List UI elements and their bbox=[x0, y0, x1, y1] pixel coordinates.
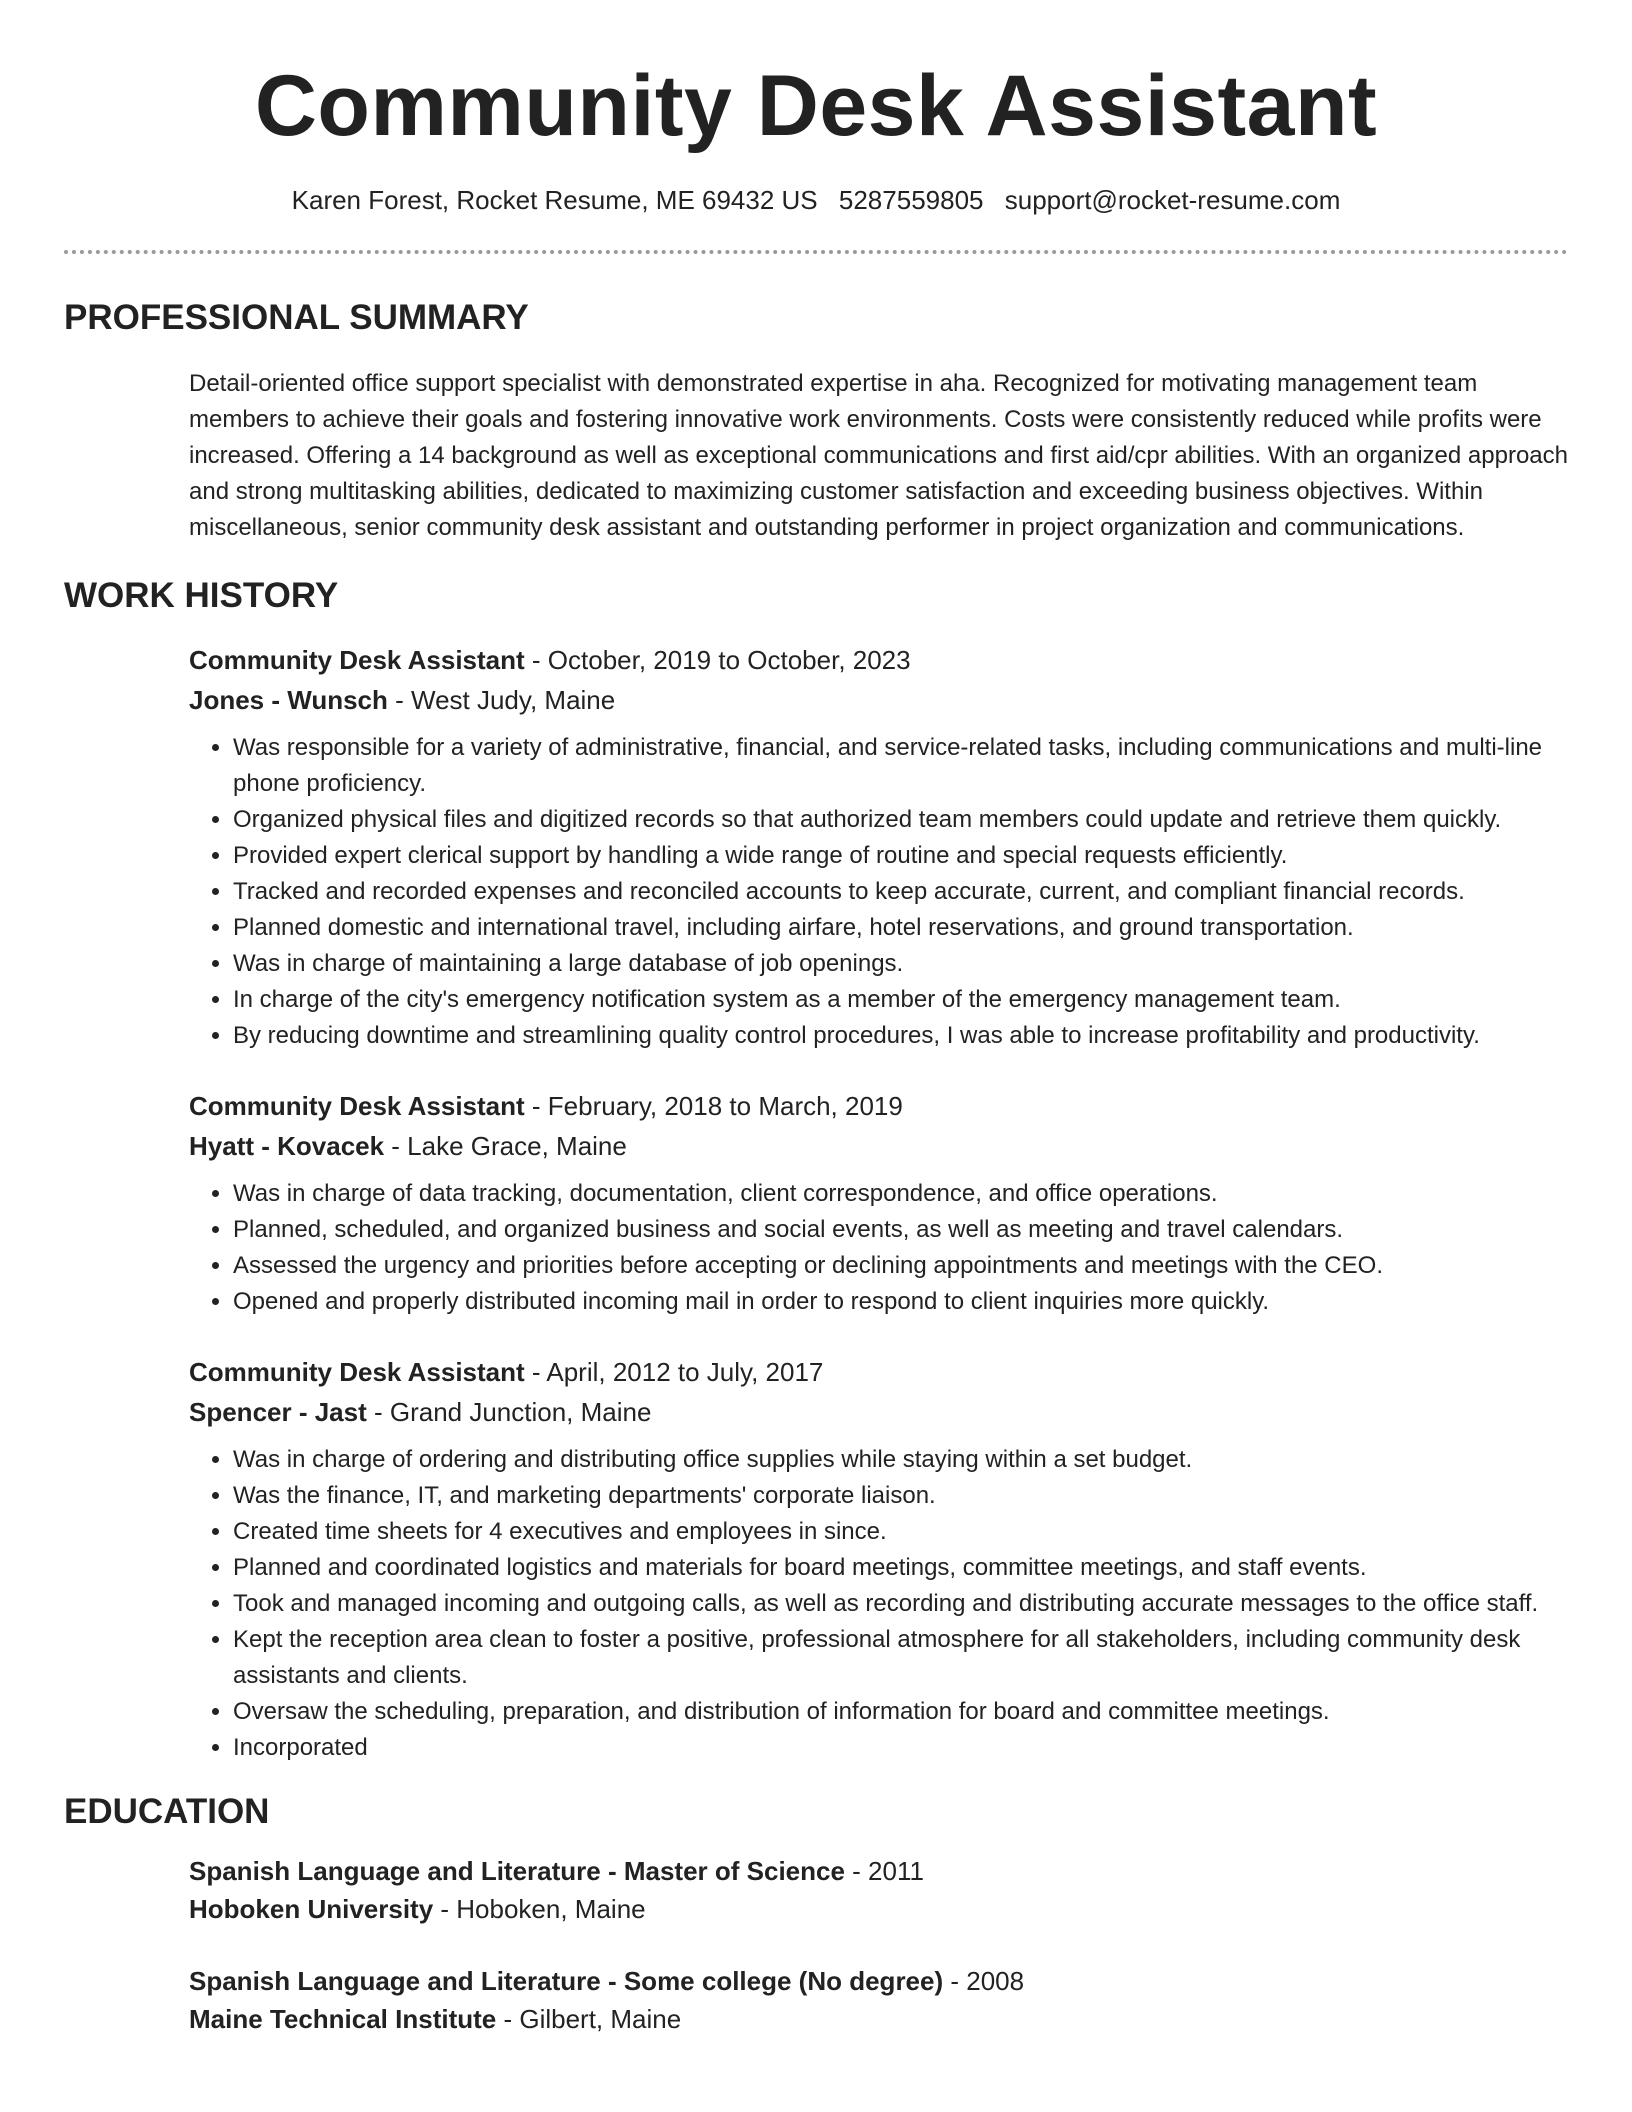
job-bullets bbox=[189, 1442, 1568, 1766]
job-role: Community Desk Assistant bbox=[189, 645, 525, 675]
list-item: • Took and managed incoming and outgoing calls, as well as recording and distributing accurate messages to the office staff. bbox=[233, 1586, 1568, 1622]
list-item: • Organized physical files and digitized records so that authorized team members could update and retrieve them quickly. bbox=[233, 802, 1568, 838]
job-role: Community Desk Assistant bbox=[189, 1091, 525, 1121]
list-item: • Tracked and recorded expenses and reconciled accounts to keep accurate, current, and compliant financial records. bbox=[233, 874, 1568, 910]
list-item: • Planned domestic and international travel, including airfare, hotel reservations, and ground transportation. bbox=[233, 910, 1568, 946]
education-degree-line bbox=[189, 1962, 1568, 2000]
summary-text: Detail-oriented office support specialist with demonstrated expertise in aha. Recognized for motivating management team members to achieve their goals and fostering innovative work environments. Costs were consistently reduced while profits were increased. Offering a 14 background as well as exceptional communications and first aid/cpr abilities. With an organized approach and strong multitasking abilities, dedicated to maximizing customer satisfaction and exceeding business objectives. Within miscellaneous, senior community desk assistant and outstanding performer in project organization and communications. bbox=[189, 370, 1568, 541]
resume-header bbox=[0, 0, 1632, 218]
job-location: - West Judy, Maine bbox=[387, 685, 616, 715]
contact-email: support@rocket-resume.com bbox=[1004, 185, 1341, 215]
job-company-line bbox=[189, 680, 1568, 720]
education-school: Maine Technical Institute bbox=[189, 2004, 497, 2034]
education-degree: Spanish Language and Literature - Master of Science bbox=[189, 1856, 845, 1886]
contact-phone: 5287559805 bbox=[838, 185, 984, 215]
education-entry bbox=[189, 1852, 1568, 1928]
education-school-line bbox=[189, 2000, 1568, 2038]
contact-address: Karen Forest, Rocket Resume, ME 69432 US bbox=[291, 185, 818, 215]
work-heading: WORK HISTORY bbox=[64, 576, 339, 615]
job-entry bbox=[189, 640, 1568, 1054]
job-title-line bbox=[189, 1352, 1568, 1392]
job-location: - Grand Junction, Maine bbox=[366, 1397, 652, 1427]
list-item: • Provided expert clerical support by handling a wide range of routine and special requests efficiently. bbox=[233, 838, 1568, 874]
education-heading: EDUCATION bbox=[64, 1792, 270, 1831]
job-dates: - April, 2012 to July, 2017 bbox=[524, 1357, 824, 1387]
list-item: • Was in charge of data tracking, documentation, client correspondence, and office operations. bbox=[233, 1176, 1568, 1212]
list-item: • Oversaw the scheduling, preparation, and distribution of information for board and committee meetings. bbox=[233, 1694, 1568, 1730]
header-divider bbox=[64, 250, 1568, 254]
job-company-line bbox=[189, 1126, 1568, 1166]
list-item: • In charge of the city's emergency notification system as a member of the emergency management team. bbox=[233, 982, 1568, 1018]
job-title-line bbox=[189, 640, 1568, 680]
list-item: • Planned and coordinated logistics and materials for board meetings, committee meetings, and staff events. bbox=[233, 1550, 1568, 1586]
summary-section bbox=[64, 296, 1568, 546]
job-company: Jones - Wunsch bbox=[189, 685, 388, 715]
list-item: • Was the finance, IT, and marketing departments' corporate liaison. bbox=[233, 1478, 1568, 1514]
job-company: Spencer - Jast bbox=[189, 1397, 367, 1427]
job-company-line bbox=[189, 1392, 1568, 1432]
job-entry bbox=[189, 1352, 1568, 1766]
job-title-line bbox=[189, 1086, 1568, 1126]
job-company: Hyatt - Kovacek bbox=[189, 1131, 385, 1161]
education-year: - 2011 bbox=[844, 1856, 924, 1886]
list-item: • Kept the reception area clean to foster a positive, professional atmosphere for all stakeholders, including community desk assistants and clients. bbox=[233, 1622, 1568, 1694]
job-dates: - February, 2018 to March, 2019 bbox=[524, 1091, 903, 1121]
summary-heading: PROFESSIONAL SUMMARY bbox=[64, 298, 529, 337]
job-location: - Lake Grace, Maine bbox=[384, 1131, 627, 1161]
list-item: • Created time sheets for 4 executives and employees in since. bbox=[233, 1514, 1568, 1550]
job-role: Community Desk Assistant bbox=[189, 1357, 525, 1387]
page-title: Community Desk Assistant bbox=[254, 58, 1378, 154]
education-location: - Hoboken, Maine bbox=[433, 1894, 646, 1924]
list-item: • Was responsible for a variety of administrative, financial, and service-related tasks, including communications and multi-line phone proficiency. bbox=[233, 730, 1568, 802]
education-year: - 2008 bbox=[943, 1966, 1025, 1996]
list-item: • Incorporated bbox=[233, 1730, 1568, 1766]
education-section bbox=[64, 1790, 1568, 2038]
job-dates: - October, 2019 to October, 2023 bbox=[524, 645, 911, 675]
job-bullets bbox=[189, 1176, 1568, 1320]
education-school: Hoboken University bbox=[189, 1894, 434, 1924]
education-degree-line bbox=[189, 1852, 1568, 1890]
list-item: • Opened and properly distributed incoming mail in order to respond to client inquiries more quickly. bbox=[233, 1284, 1568, 1320]
job-entry bbox=[189, 1086, 1568, 1320]
list-item: • Was in charge of ordering and distributing office supplies while staying within a set budget. bbox=[233, 1442, 1568, 1478]
education-entry bbox=[189, 1962, 1568, 2038]
contact-line bbox=[0, 182, 1632, 218]
education-degree: Spanish Language and Literature - Some college (No degree) bbox=[189, 1966, 944, 1996]
work-section bbox=[64, 574, 1568, 1766]
list-item: • Was in charge of maintaining a large database of job openings. bbox=[233, 946, 1568, 982]
education-location: - Gilbert, Maine bbox=[496, 2004, 682, 2034]
education-school-line bbox=[189, 1890, 1568, 1928]
job-bullets bbox=[189, 730, 1568, 1054]
list-item: • Planned, scheduled, and organized business and social events, as well as meeting and travel calendars. bbox=[233, 1212, 1568, 1248]
list-item: • Assessed the urgency and priorities before accepting or declining appointments and meetings with the CEO. bbox=[233, 1248, 1568, 1284]
list-item: • By reducing downtime and streamlining quality control procedures, I was able to increase profitability and productivity. bbox=[233, 1018, 1568, 1054]
